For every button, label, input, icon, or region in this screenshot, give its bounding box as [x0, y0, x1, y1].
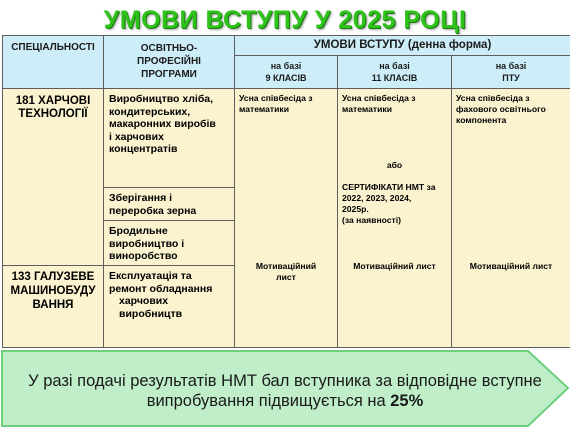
header-base9: на базі 9 КЛАСІВ [235, 56, 338, 89]
specialty-133: 133 ГАЛУЗЕВЕ МАШИНОБУДУ ВАННЯ [3, 266, 104, 348]
header-specialties: СПЕЦІАЛЬНОСТІ [3, 36, 104, 89]
conditions-base11: Усна співбесіда з математики або СЕРТИФІКАТИ НМТ за 2022, 2023, 2024, 2025р. (за наявності) Мотиваційний лист [338, 89, 452, 348]
program-equipment: Експлуатація та ремонт обладнання харчових виробництв [104, 266, 235, 348]
specialty-181: 181 ХАРЧОВІ ТЕХНОЛОГІЇ [3, 89, 104, 266]
header-conditions: УМОВИ ВСТУПУ (денна форма) [235, 36, 570, 56]
banner-text: У разі подачі результатів НМТ бал вступника за відповідне вступне випробування підвищується на 25% [28, 372, 542, 410]
admission-conditions-table [2, 35, 570, 348]
header-basePTU: на базі ПТУ [452, 56, 570, 89]
header-programs: ОСВІТНЬО- ПРОФЕСІЙНІ ПРОГРАМИ [104, 36, 235, 89]
bonus-percent: 25% [390, 392, 424, 410]
conditions-base9: Усна співбесіда з математики Мотиваційний лист [235, 89, 338, 348]
program-winemaking: Бродильне виробництво і виноробство [104, 221, 235, 266]
program-bread: Виробництво хліба, кондитерських, макаронних виробів і харчових концентратів [104, 89, 235, 188]
conditions-basePTU: Усна співбесіда з фахового освітнього компонента Мотиваційний лист [452, 89, 570, 348]
page-title: УМОВИ ВСТУПУ У 2025 РОЦІ [103, 6, 467, 34]
nmt-bonus-banner [0, 349, 570, 428]
program-grain: Зберігання і переробка зерна [104, 188, 235, 221]
header-base11: на базі 11 КЛАСІВ [338, 56, 452, 89]
